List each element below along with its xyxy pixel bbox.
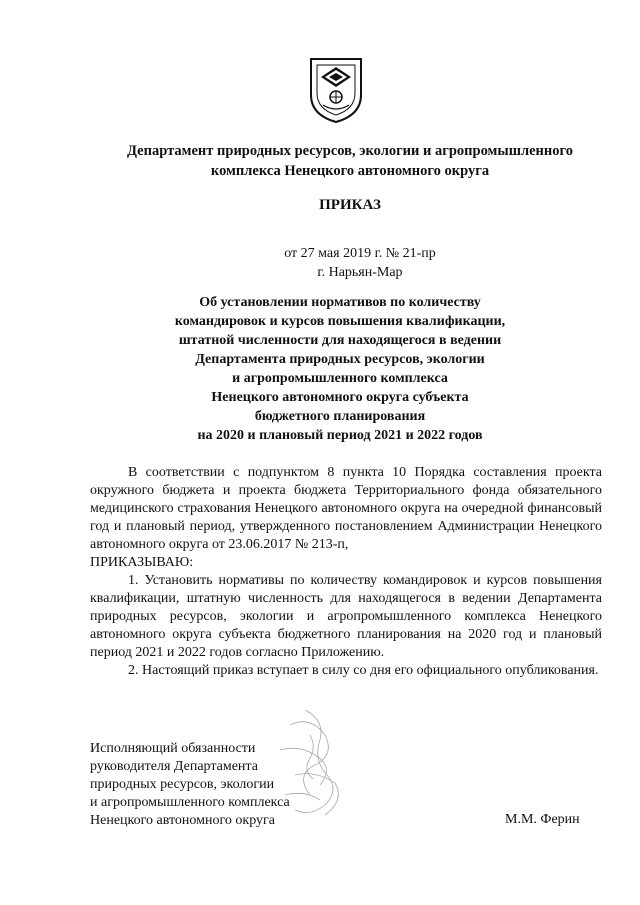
- signature-position: [90, 740, 350, 830]
- subject-line: Ненецкого автономного округа субъекта: [211, 390, 469, 405]
- date-block: [150, 244, 570, 282]
- department-header: [60, 141, 640, 181]
- subject-line: командировок и курсов повышения квалификации,: [174, 314, 506, 329]
- subject-line: бюджетного планирования: [254, 409, 426, 424]
- signature-position-line: руководителя Департамента: [90, 759, 258, 774]
- signature-position-line: природных ресурсов, экологии: [90, 777, 275, 792]
- subject-line: Об установлении нормативов по количеству: [199, 295, 481, 310]
- order-item-1: 1. Установить нормативы по количеству командировок и курсов повышения квалификации, штатную численность для находящегося в ведении Департамента природных ресурсов, экологии и агропромышленного комплекса Ненецкого автономного округа субъекта бюджетного планирования на 2020 год и плановый период 2021 и 2022 годов согласно Приложению.: [90, 573, 602, 660]
- order-item-2: 2. Настоящий приказ вступает в силу со дня его официального опубликования.: [128, 663, 599, 678]
- subject-line: и агропромышленного комплекса: [232, 371, 448, 386]
- preamble-paragraph: В соответствии с подпунктом 8 пункта 10 Порядка составления проекта окружного бюджета и проекта бюджета Территориального фонда обязательного медицинского страхования Ненецкого автономного округа на очередной финансовый год и плановый период, утвержденного постановлением Администрации Ненецкого автономного округа от 23.06.2017 № 213-п,: [90, 465, 602, 552]
- department-line-2: комплекса Ненецкого автономного округа: [210, 163, 490, 179]
- date-line: от 27 мая 2019 г. № 21-пр: [284, 246, 436, 261]
- place-line: г. Нарьян-Мар: [317, 265, 403, 280]
- subject-title: [110, 293, 570, 445]
- coat-of-arms-icon: [305, 55, 367, 125]
- signer-name: М.М. Ферин: [505, 812, 580, 827]
- document-type: ПРИКАЗ: [319, 197, 381, 213]
- order-word: ПРИКАЗЫВАЮ:: [90, 555, 194, 570]
- signature-position-line: и агропромышленного комплекса: [90, 795, 290, 810]
- document-body: [90, 464, 602, 680]
- subject-line: на 2020 и плановый период 2021 и 2022 годов: [197, 428, 483, 443]
- signature-position-line: Исполняющий обязанности: [90, 741, 256, 756]
- department-line-1: Департамент природных ресурсов, экологии и агропромышленного: [127, 143, 573, 159]
- subject-line: штатной численности для находящегося в ведении: [178, 333, 502, 348]
- subject-line: Департамента природных ресурсов, экологии: [195, 352, 485, 367]
- signature-position-line: Ненецкого автономного округа: [90, 813, 275, 828]
